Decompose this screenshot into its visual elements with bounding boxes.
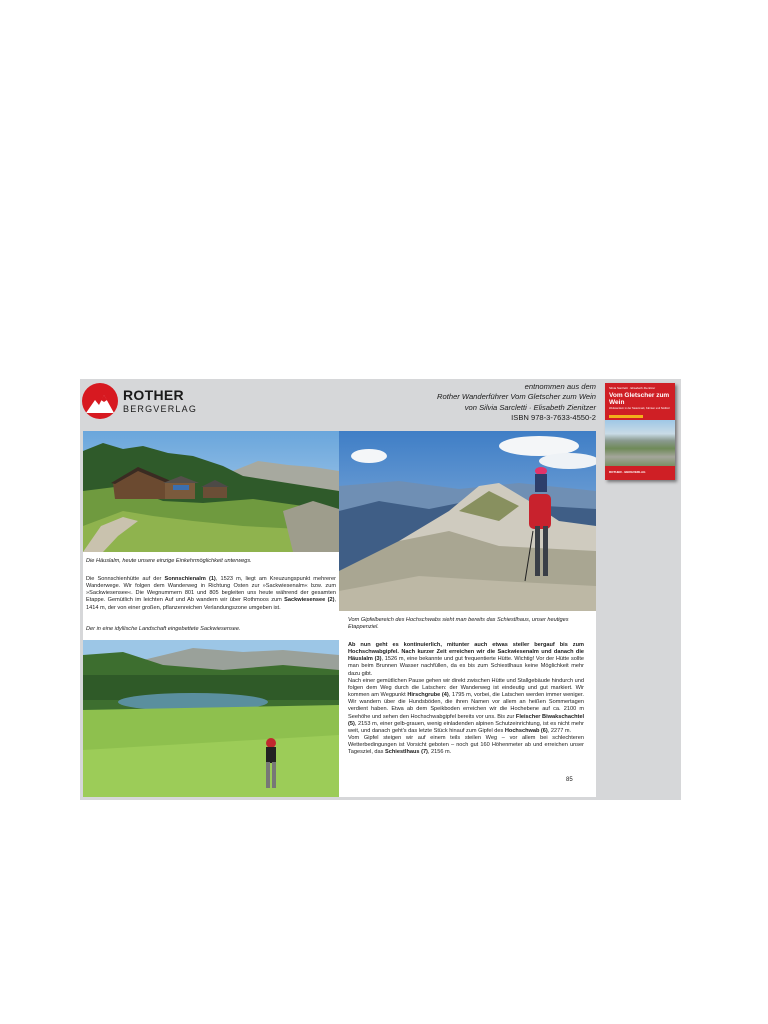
logo-subtitle: BERGVERLAG [123, 404, 198, 414]
text-run: , 1414 m, der von einer großen, pflanzenreichen Verlandungszone umgeben ist. [86, 597, 336, 611]
cover-authors: Silvia Sarcletti · Elisabeth Zienitzer [609, 386, 656, 390]
book-cover [605, 383, 675, 480]
cover-subtitle: Weitwandern in der Steiermark, Kärnten und Südtirol [609, 407, 670, 410]
waypoint-label: Schiestlhaus (7) [385, 749, 428, 756]
text-run: Die Sonnschienhütte auf der [86, 576, 165, 582]
credit-line: Rother Wanderführer Vom Gletscher zum Wein [437, 392, 596, 402]
text-run: Ab nun geht es kontinuierlich, mitunter auch etwas steiler bergauf bis zum Hochschwabgipfel. Nach kurzer Zeit erreichen wir die Sackwiesenalm und danach die [348, 642, 584, 656]
text-run: Vom Gipfel steigen wir auf einem teils steilen Weg – vor allem bei schlechteren Wetterbedingungen ist Vorsicht geboten – noch gut 160 Höhenmeter ab und erreichen unser Tagesziel, das [348, 735, 584, 756]
paragraph [348, 642, 584, 678]
cover-photo [605, 420, 675, 466]
waypoint-label: Häuslalm (3) [348, 656, 382, 663]
book-page [83, 431, 596, 797]
paragraph [348, 678, 584, 735]
credit-isbn: ISBN 978-3-7633-4550-2 [511, 413, 596, 423]
page-number: 85 [566, 777, 573, 783]
text-run: , 2153 m, einer gelb-grauen, wenig einladenden alpinen Schutzeinrichtung, ist es nicht mehr weit, und danach geht's das letzte Stück hinauf zum Gipfel des [348, 720, 584, 734]
caption-summit: Vom Gipfelbereich des Hochschwabs sieht man bereits das Schiestlhaus, unser heutiges Etappenziel. [348, 617, 569, 630]
text-run: , 1795 m, vorbei, die Latschen werden immer weniger. Wir wandern über die Hundsböden, die ihren Namen vor allem an heißen Sommertagen verdient haben. Etwa ab dem Speikboden erreichen wir die Hochebene auf ca. 2100 m Seehöhe und sehen den Hochschwabgipfel bereits vor uns. Bis zur [348, 692, 584, 720]
waypoint-label: Fleischer Biwakschachtel (5) [348, 713, 585, 727]
logo-title: ROTHER [123, 387, 184, 403]
text-run: , 2277 m. [547, 727, 572, 734]
text-run: , 1523 m, liegt am Kreuzungspunkt mehrerer Wanderwege. Wir folgen dem Wanderweg in Richtung Osten zur »Sackwiesenalm« bzw. zum »Sackwiesensee«. Die Wegnummern 801 und 805 begleiten uns heute während der gesamten Etappe. Gemütlich im leichten Auf und Ab wandern wir über Rothmoos zum [86, 576, 337, 604]
waypoint-label: Sackwiesensee (2) [284, 597, 335, 604]
waypoint-label: Hirschgrube (4) [407, 692, 449, 699]
caption-lake: Der in eine idyllische Landschaft eingebettete Sackwiesensee. [86, 626, 241, 632]
caption-hut: Die Häuslalm, heute unsere einzige Einkehrmöglichkeit unterwegs. [86, 558, 252, 564]
cover-publisher: ROTHER · BERGVERLAG [609, 470, 646, 474]
text-run: , 1526 m, eine bekannte und gut frequentierte Hütte. Wichtig! Vor der Hütte sollte man beim Brunnen Wasser nachfüllen, da es bis zum Schiestlhaus keine Möglichkeit mehr dazu gibt. [348, 656, 585, 677]
body-text-left [86, 576, 336, 612]
source-credit [437, 382, 596, 424]
credit-line: von Silvia Sarcletti · Elisabeth Zienitzer [464, 402, 596, 412]
waypoint-label: Sonnschienalm (1) [164, 576, 216, 582]
cover-title: Vom Gletscher zum Wein [609, 392, 670, 406]
rother-logo-icon [82, 383, 118, 419]
text-run: , 2156 m. [427, 749, 452, 756]
body-text-right [348, 642, 584, 757]
lake-photo [83, 640, 339, 797]
cover-tag [609, 415, 643, 418]
paragraph [348, 735, 584, 756]
hut-photo [83, 431, 339, 552]
text-run: Nach einer gemütlichen Pause gehen wir direkt zwischen Hütte und Stallgebäude hindurch und folgen dem Weg durch die Latschen: der Wanderweg ist eindeutig und gut markiert. Wir kommen am Wegpunkt [348, 677, 584, 699]
summit-photo [339, 431, 596, 611]
credit-line: entnommen aus dem [524, 382, 596, 391]
waypoint-label: Hochschwab (6) [504, 727, 548, 734]
